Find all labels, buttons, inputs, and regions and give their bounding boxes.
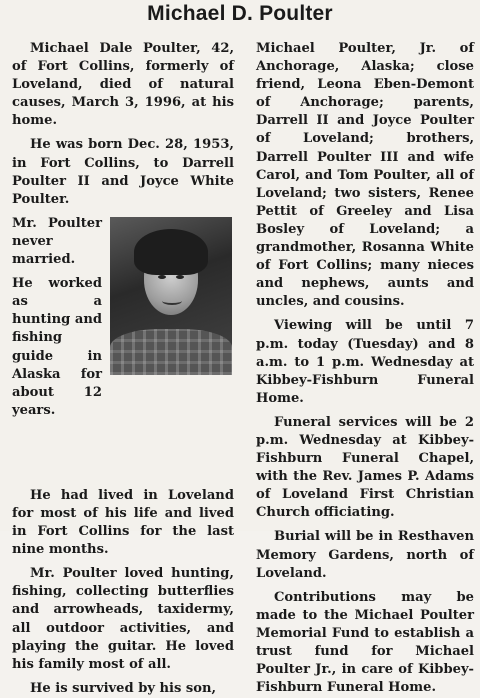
paragraph-funeral: Funeral services will be 2 p.m. Wednesday at Kibbey-Fishburn Funeral Chapel, with the Rev. James P. Adams of Loveland First Christian Church officiating.	[256, 414, 474, 521]
paragraph-work: He worked as a hunting and fishing guide in Alaska for about 12 years.	[12, 276, 102, 418]
portrait-photo	[110, 217, 232, 375]
photo-wrap-block	[12, 215, 234, 487]
paragraph-burial: Burial will be in Resthaven Memory Gardens, north of Loveland.	[256, 529, 474, 581]
paragraph-hobbies: Mr. Poulter loved hunting, fishing, collecting butterflies and arrowheads, taxidermy, all outdoor activities, and playing the guitar. He loved his family most of all.	[12, 566, 234, 672]
left-column	[12, 40, 234, 698]
paragraph-never-married: Mr. Poulter never married.	[12, 215, 102, 268]
portrait-eye-right	[176, 275, 184, 279]
paragraph-survivors-start: He is survived by his son,	[30, 680, 217, 696]
paragraph-residence: He had lived in Loveland for most of his life and lived in Fort Collins for the last nine months.	[12, 487, 234, 558]
obituary-headline: Michael D. Poulter	[147, 2, 333, 25]
paragraph-birth: He was born Dec. 28, 1953, in Fort Collins, to Darrell Poulter II and Joyce White Poulter.	[12, 137, 234, 207]
portrait-eye-left	[158, 275, 166, 279]
paragraph-death-notice: Michael Dale Poulter, 42, of Fort Collins, formerly of Loveland, died of natural causes, March 3, 1996, at his home.	[12, 41, 234, 129]
paragraph-viewing: Viewing will be until 7 p.m. today (Tuesday) and 8 a.m. to 1 p.m. Wednesday at Kibbey-Fishburn Funeral Home.	[256, 318, 474, 406]
portrait-hair	[134, 229, 208, 275]
portrait-shirt	[110, 329, 232, 375]
paragraph-contributions: Contributions may be made to the Michael Poulter Memorial Fund to establish a trust fund for Michael Poulter Jr., in care of Kibbey-Fishburn Funeral Home.	[256, 589, 474, 696]
paragraph-survivors-list: Michael Poulter, Jr. of Anchorage, Alaska; close friend, Leona Eben-Demont of Anchorage; parents, Darrell II and Joyce Poulter of Loveland; brothers, Darrell Poulter III and wife Carol, and Tom Poulter, all of Loveland; two sisters, Renee Pettit of Greeley and Lisa Bosley of Loveland; a grandmother, Rosanna White of Fort Collins; many nieces and nephews, aunts and uncles, and cousins.	[256, 41, 474, 310]
wrapped-text	[12, 215, 102, 420]
portrait-smile	[162, 297, 182, 305]
right-column	[256, 40, 474, 697]
